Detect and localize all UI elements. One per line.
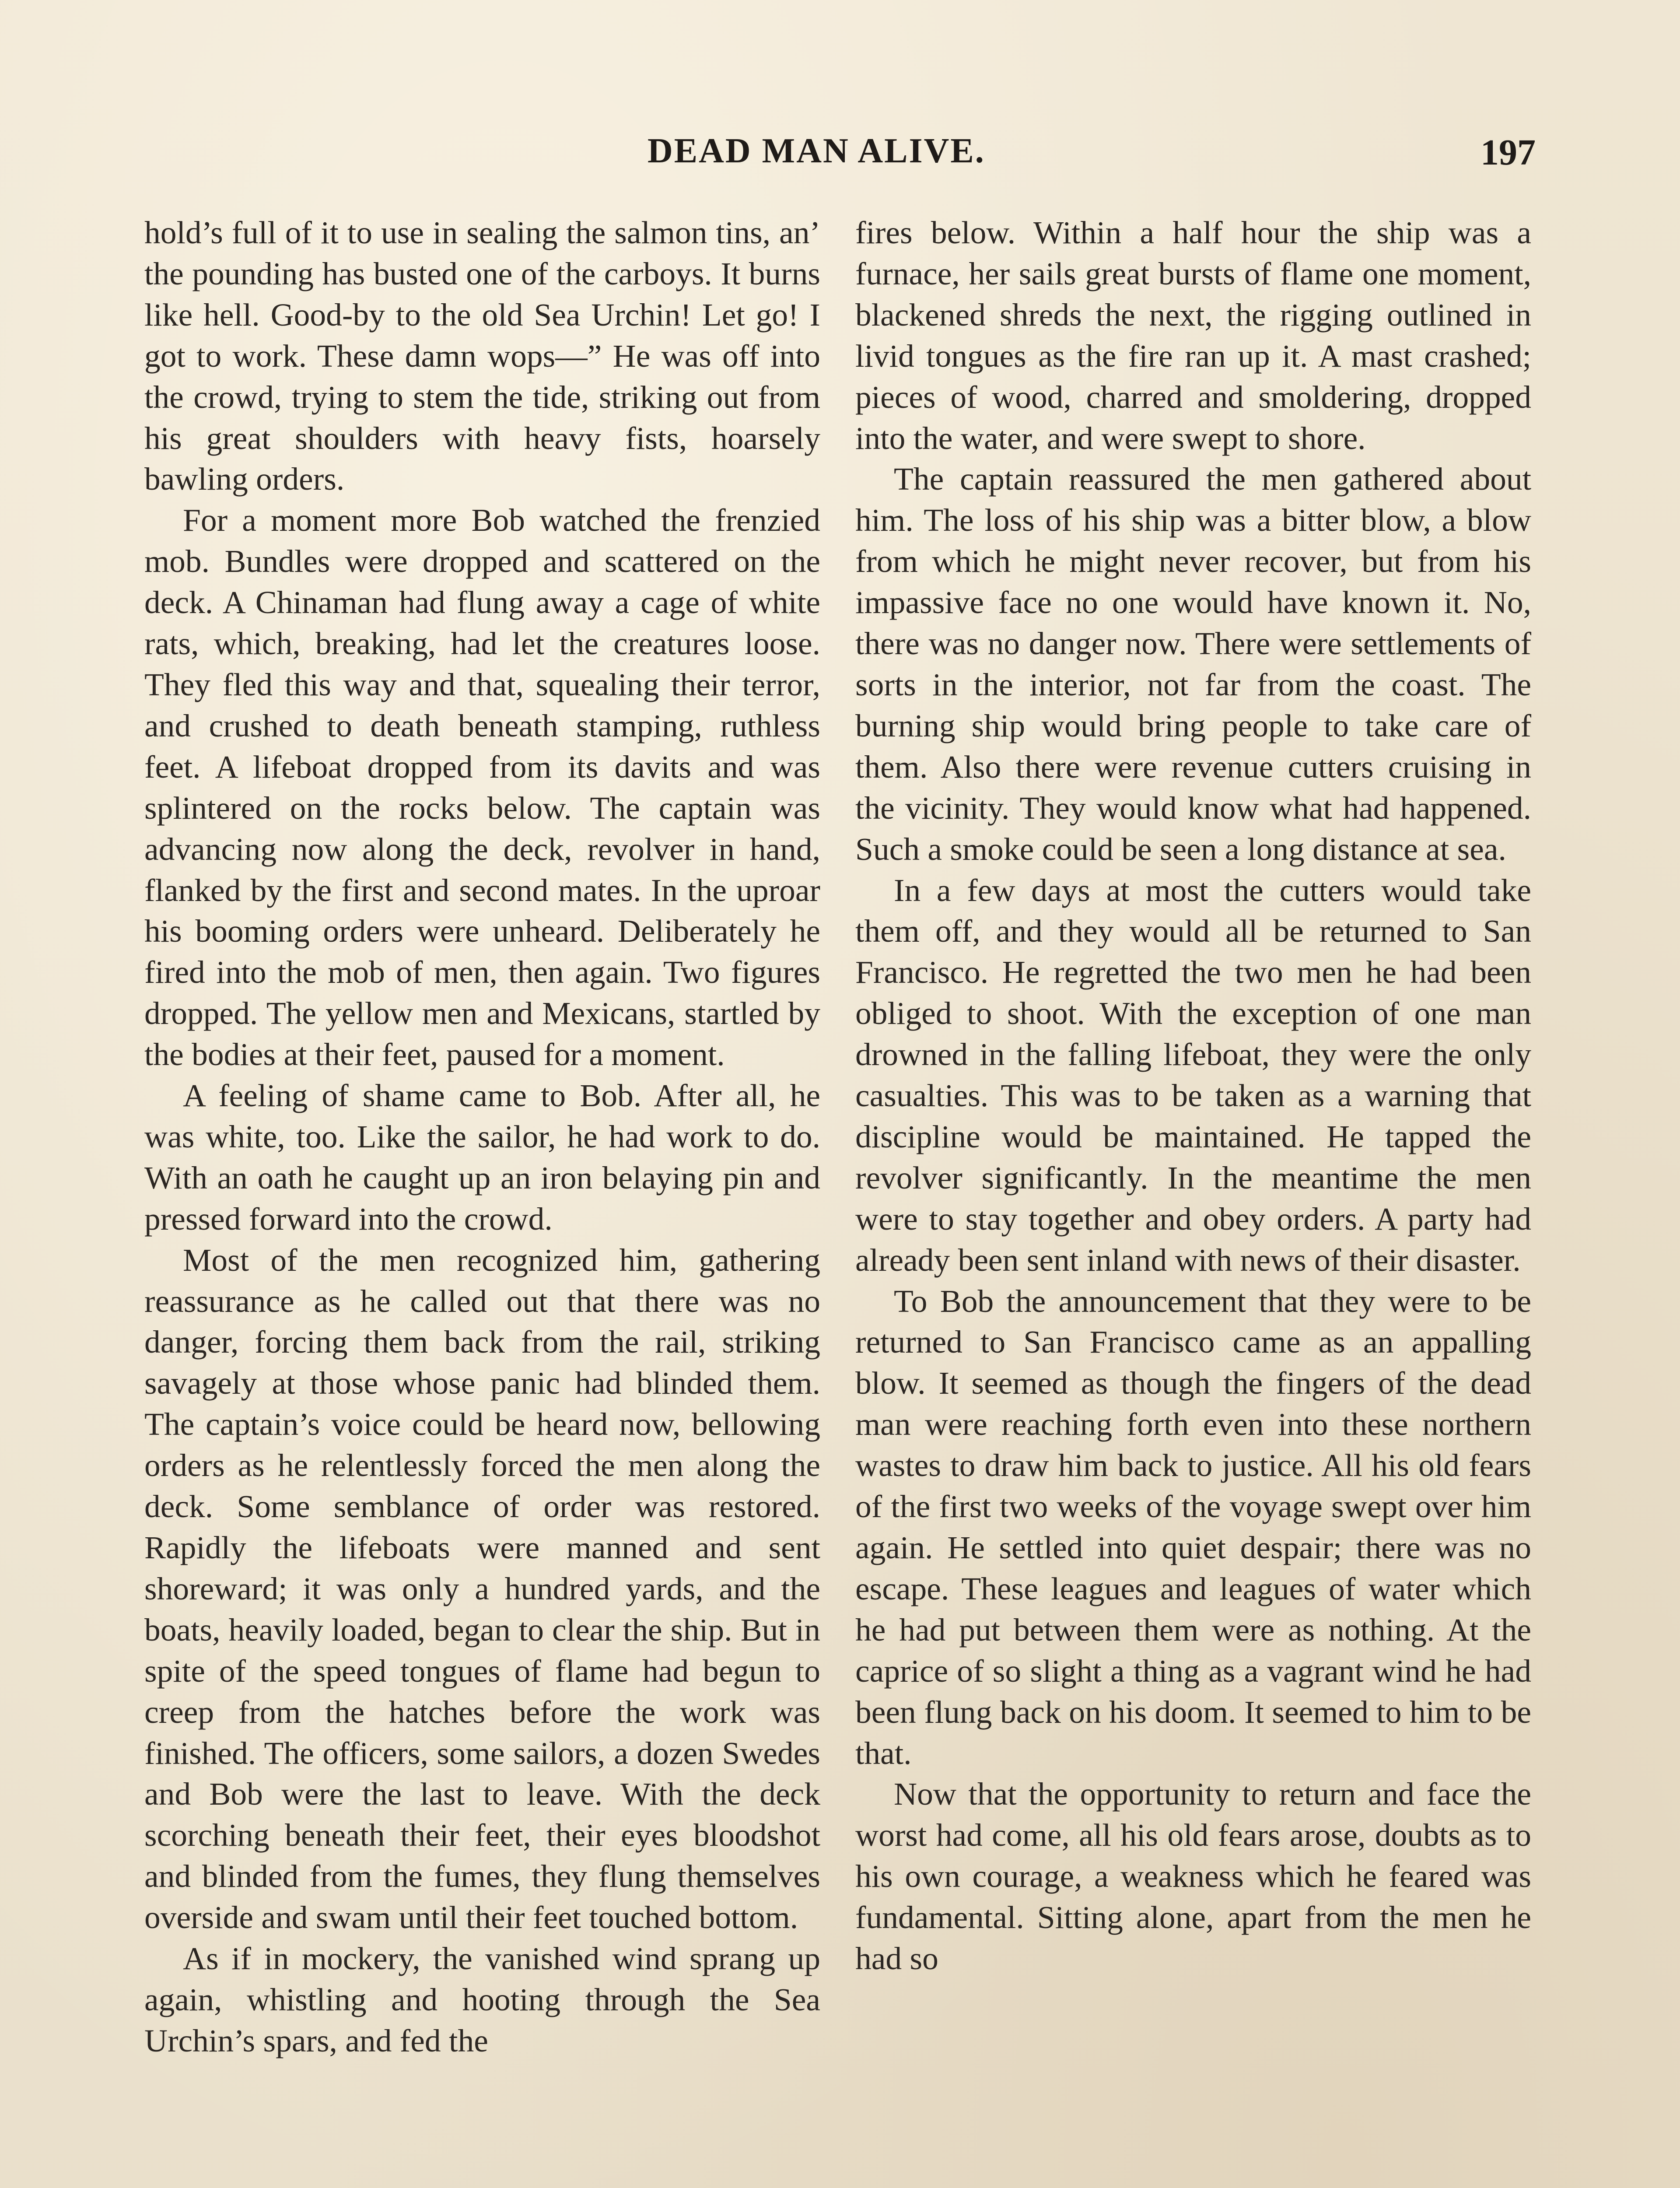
page-number: 197 <box>1480 132 1536 173</box>
left-column <box>144 212 820 2062</box>
paragraph: A feeling of shame came to Bob. After all, he was white, too. Like the sailor, he had work to do. With an oath he caught up an iron belaying pin and pressed forward into the crowd. <box>144 1078 820 1237</box>
paragraph: For a moment more Bob watched the frenzied mob. Bundles were dropped and scattered on the deck. A Chinaman had flung away a cage of white rats, which, breaking, had let the creatures loose. They fled this way and that, squealing their terror, and crushed to death beneath stamping, ruthless feet. A lifeboat dropped from its davits and was splintered on the rocks below. The captain was advancing now along the deck, revolver in hand, flanked by the first and second mates. In the uproar his booming orders were unheard. Deliberately he fired into the mob of men, then again. Two figures dropped. The yellow men and Mexicans, startled by the bodies at their feet, paused for a moment. <box>144 502 820 1073</box>
right-column <box>855 212 1531 1979</box>
paragraph: fires below. Within a half hour the ship was a furnace, her sails great bursts of flame one moment, blackened shreds the next, the rigging outlined in livid tongues as the fire ran up it. A mast crashed; pieces of wood, charred and smoldering, dropped into the water, and were swept to shore. <box>855 215 1531 456</box>
paragraph: In a few days at most the cutters would take them off, and they would all be returned to San Francisco. He regretted the two men he had been obliged to shoot. With the exception of one man drowned in the falling lifeboat, they were the only casualties. This was to be taken as a warning that discipline would be maintained. He tapped the revolver significantly. In the meantime the men were to stay together and obey orders. A party had already been sent inland with news of their disaster. <box>855 872 1531 1278</box>
paragraph: Most of the men recognized him, gathering reassurance as he called out that there was no danger, forcing them back from the rail, striking savagely at those whose panic had blinded them. The captain’s voice could be heard now, bellowing orders as he relentlessly forced the men along the deck. Some semblance of order was restored. Rapidly the lifeboats were manned and sent shoreward; it was only a hundred yards, and the boats, heavily loaded, began to clear the ship. But in spite of the speed tongues of flame had begun to creep from the hatches before the work was finished. The officers, some sailors, a dozen Swedes and Bob were the last to leave. With the deck scorching beneath their feet, their eyes bloodshot and blinded from the fumes, they flung themselves overside and swam until their feet touched bottom. <box>144 1242 820 1936</box>
running-header: DEAD MAN ALIVE. <box>648 132 985 170</box>
paragraph: The captain reassured the men gathered about him. The loss of his ship was a bitter blow, a blow from which he might never recover, but from his impassive face no one would have known it. No, there was no danger now. There were settlements of sorts in the interior, not far from the coast. The burning ship would bring people to take care of them. Also there were revenue cutters cruising in the vicinity. They would know what had happened. Such a smoke could be seen a long distance at sea. <box>855 461 1531 867</box>
paragraph: As if in mockery, the vanished wind sprang up again, whistling and hooting through the Sea Urchin’s spars, and fed the <box>144 1941 820 2058</box>
paragraph: hold’s full of it to use in sealing the salmon tins, an’ the pounding has busted one of the carboys. It burns like hell. Good-by to the old Sea Urchin! Let go! I got to work. These damn wops—” He was off into the crowd, trying to stem the tide, striking out from his great shoulders with heavy fists, hoarsely bawling orders. <box>144 215 820 497</box>
paragraph: To Bob the announcement that they were to be returned to San Francisco came as an appalling blow. It seemed as though the fingers of the dead man were reaching forth even into these northern wastes to draw him back to justice. All his old fears of the first two weeks of the voyage swept over him again. He settled into quiet despair; there was no escape. These leagues and leagues of water which he had put between them were as nothing. At the caprice of so slight a thing as a vagrant wind he had been flung back on his doom. It seemed to him to be that. <box>855 1283 1531 1771</box>
paragraph: Now that the opportunity to return and face the worst had come, all his old fears arose, doubts as to his own courage, a weakness which he feared was fundamental. Sitting alone, apart from the men he had so <box>855 1776 1531 1977</box>
